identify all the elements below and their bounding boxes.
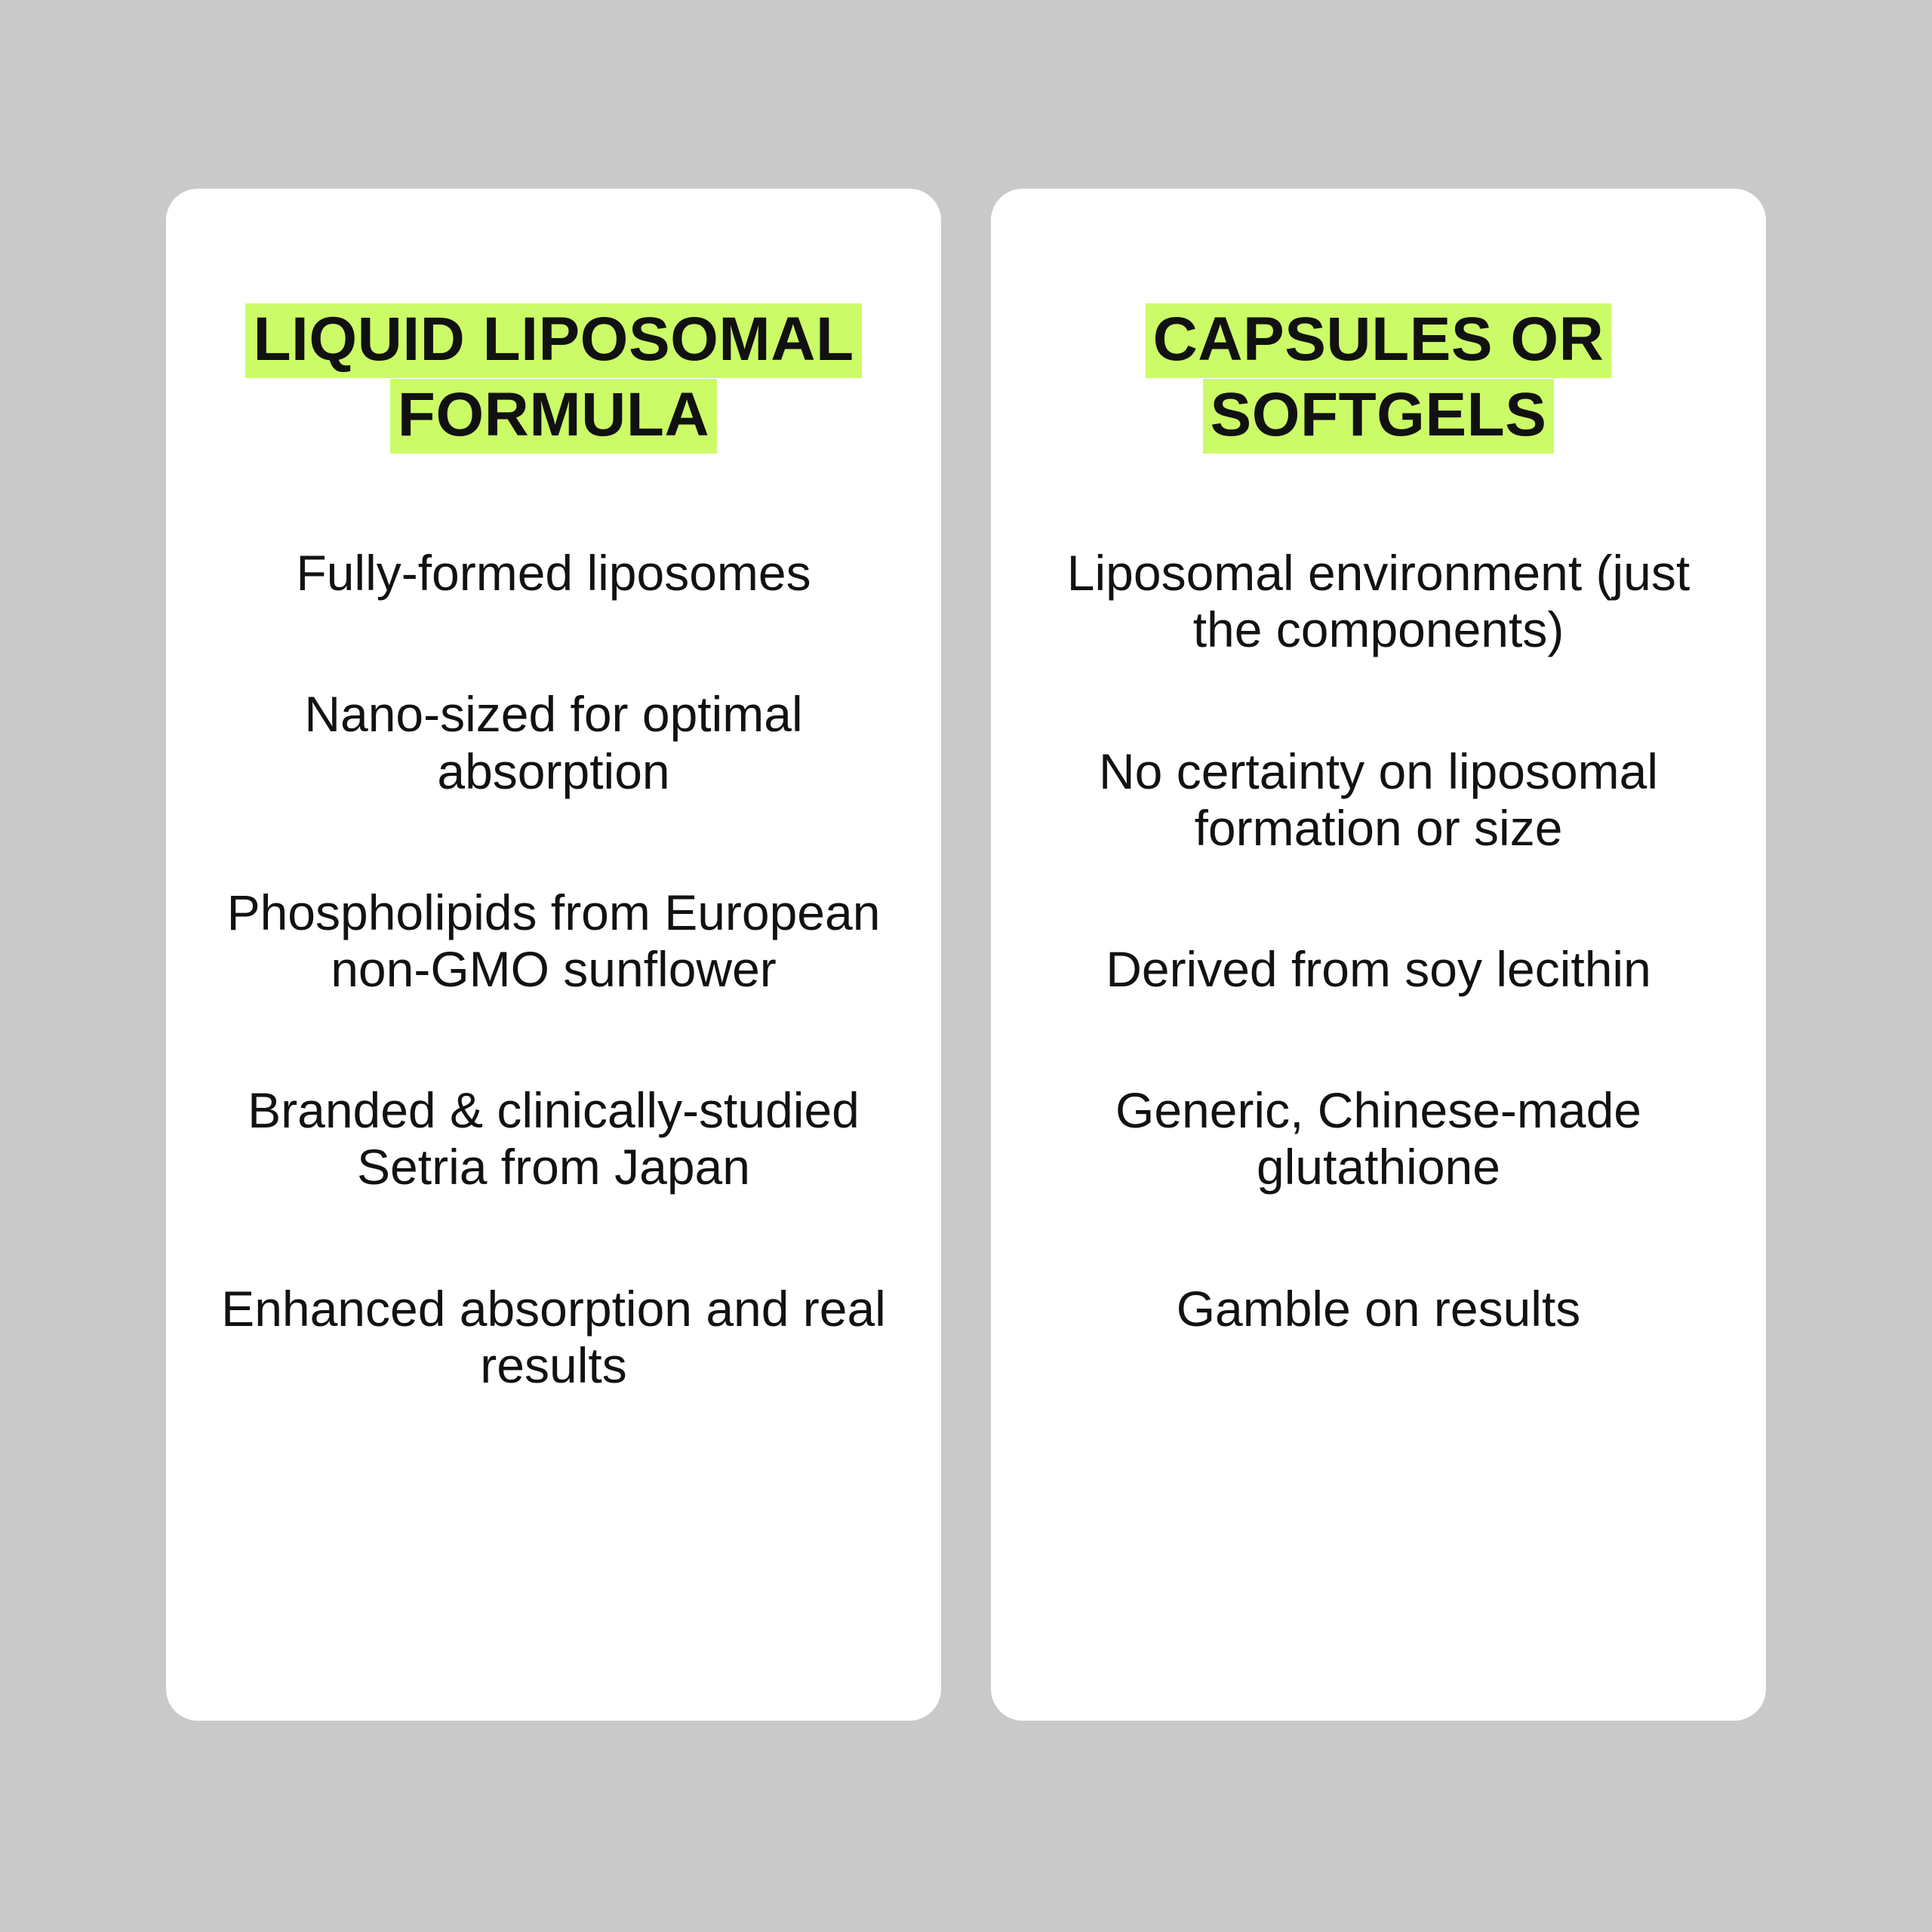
list-item: No certainty on liposomal formation or size — [1098, 743, 1659, 856]
list-item: Derived from soy lecithin — [1106, 941, 1651, 997]
card-title-line-2: SOFTGELS — [1203, 379, 1555, 454]
list-item: Phospholipids from European non-GMO sunflower — [226, 884, 881, 997]
feature-list-capsules-softgels — [1036, 545, 1721, 1337]
list-item: Fully-formed liposomes — [296, 545, 811, 601]
card-title-liquid-liposomal — [245, 302, 861, 453]
list-item: Nano-sized for optimal absorption — [304, 686, 803, 799]
comparison-card-liquid-liposomal — [166, 189, 941, 1721]
card-title-capsules-softgels — [1146, 302, 1612, 453]
card-title-line-2: FORMULA — [390, 379, 717, 454]
list-item: Liposomal environment (just the components) — [1066, 545, 1690, 658]
list-item: Generic, Chinese-made glutathione — [1115, 1082, 1641, 1195]
card-title-line-1: LIQUID LIPOSOMAL — [245, 303, 861, 378]
list-item: Branded & clinically-studied Setria from Japan — [248, 1082, 860, 1195]
list-item: Enhanced absorption and real results — [221, 1280, 886, 1393]
comparison-card-capsules-softgels — [991, 189, 1766, 1721]
feature-list-liquid-liposomal — [211, 545, 896, 1394]
list-item: Gamble on results — [1176, 1280, 1581, 1337]
card-title-line-1: CAPSULES OR — [1146, 303, 1612, 378]
